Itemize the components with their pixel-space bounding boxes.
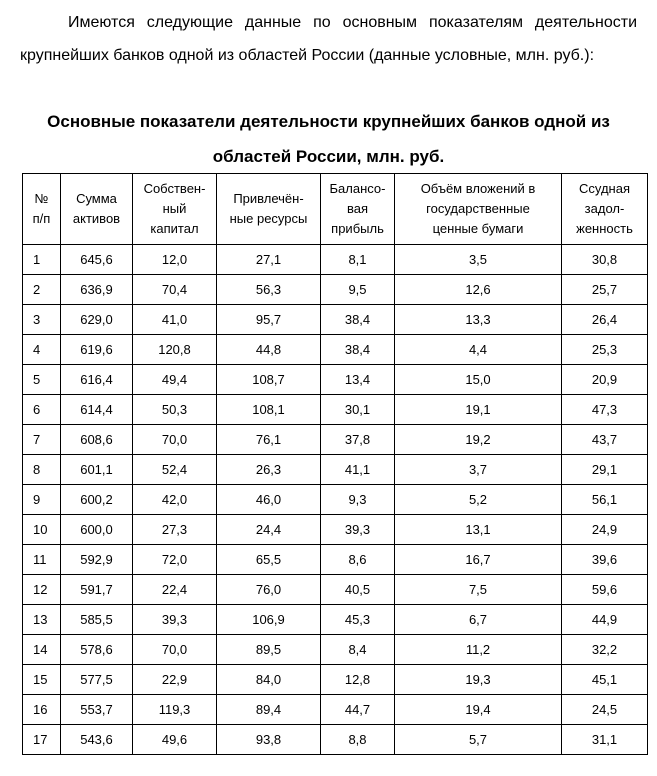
table-cell: 22,9 xyxy=(133,665,217,695)
table-cell: 3,5 xyxy=(395,245,562,275)
table-cell: 30,8 xyxy=(562,245,648,275)
table-cell: 585,5 xyxy=(61,605,133,635)
table-cell: 26,4 xyxy=(562,305,648,335)
table-cell: 5,7 xyxy=(395,725,562,755)
table-cell: 7,5 xyxy=(395,575,562,605)
table-row xyxy=(23,425,648,455)
row-number-cell: 17 xyxy=(23,725,61,755)
table-cell: 553,7 xyxy=(61,695,133,725)
column-header xyxy=(23,174,61,245)
column-header-line: задол- xyxy=(584,201,625,216)
table-cell: 591,7 xyxy=(61,575,133,605)
table-cell: 59,6 xyxy=(562,575,648,605)
column-header-line: Объём вложений в xyxy=(420,181,536,196)
table-row xyxy=(23,665,648,695)
table-row xyxy=(23,335,648,365)
table-cell: 32,2 xyxy=(562,635,648,665)
table-row xyxy=(23,605,648,635)
table-cell: 89,4 xyxy=(217,695,321,725)
row-number-cell: 3 xyxy=(23,305,61,335)
column-header-line: ный xyxy=(162,201,187,216)
table-cell: 45,3 xyxy=(321,605,395,635)
column-header-line: капитал xyxy=(150,221,199,236)
table-cell: 3,7 xyxy=(395,455,562,485)
table-cell: 608,6 xyxy=(61,425,133,455)
table-cell: 95,7 xyxy=(217,305,321,335)
table-row xyxy=(23,545,648,575)
table-cell: 44,9 xyxy=(562,605,648,635)
table-cell: 12,8 xyxy=(321,665,395,695)
table-row xyxy=(23,575,648,605)
table-cell: 93,8 xyxy=(217,725,321,755)
table-cell: 19,1 xyxy=(395,395,562,425)
column-header-line: Ссудная xyxy=(579,181,630,196)
table-cell: 29,1 xyxy=(562,455,648,485)
table-cell: 8,1 xyxy=(321,245,395,275)
row-number-cell: 2 xyxy=(23,275,61,305)
table-row xyxy=(23,305,648,335)
column-header-line: прибыль xyxy=(331,221,384,236)
table-cell: 614,4 xyxy=(61,395,133,425)
row-number-cell: 7 xyxy=(23,425,61,455)
table-cell: 39,3 xyxy=(321,515,395,545)
table-cell: 49,4 xyxy=(133,365,217,395)
table-cell: 645,6 xyxy=(61,245,133,275)
table-cell: 20,9 xyxy=(562,365,648,395)
table-cell: 600,2 xyxy=(61,485,133,515)
row-number-cell: 6 xyxy=(23,395,61,425)
table-row xyxy=(23,725,648,755)
column-header xyxy=(321,174,395,245)
table-cell: 24,4 xyxy=(217,515,321,545)
bank-indicators-table xyxy=(22,173,648,755)
table-cell: 16,7 xyxy=(395,545,562,575)
table-row xyxy=(23,485,648,515)
table-title-line-1: Основные показатели деятельности крупнейших банков одной из xyxy=(47,112,610,131)
intro-paragraph: Имеются следующие данные по основным показателям деятельности крупнейших банков одной из областей России (данные условные, млн. руб.): xyxy=(20,14,637,64)
column-header xyxy=(61,174,133,245)
table-row xyxy=(23,245,648,275)
table-row xyxy=(23,455,648,485)
table-cell: 592,9 xyxy=(61,545,133,575)
column-header xyxy=(133,174,217,245)
table-cell: 543,6 xyxy=(61,725,133,755)
table-cell: 12,6 xyxy=(395,275,562,305)
row-number-cell: 14 xyxy=(23,635,61,665)
table-cell: 39,6 xyxy=(562,545,648,575)
table-cell: 619,6 xyxy=(61,335,133,365)
table-cell: 108,7 xyxy=(217,365,321,395)
table-cell: 38,4 xyxy=(321,335,395,365)
table-cell: 38,4 xyxy=(321,305,395,335)
column-header-line: Балансо- xyxy=(329,181,386,196)
row-number-cell: 15 xyxy=(23,665,61,695)
table-cell: 70,0 xyxy=(133,425,217,455)
table-cell: 15,0 xyxy=(395,365,562,395)
row-number-cell: 16 xyxy=(23,695,61,725)
table-cell: 106,9 xyxy=(217,605,321,635)
column-header-line: вая xyxy=(346,201,369,216)
row-number-cell: 10 xyxy=(23,515,61,545)
table-cell: 19,3 xyxy=(395,665,562,695)
column-header-line: ные ресурсы xyxy=(229,211,308,226)
table-cell: 25,7 xyxy=(562,275,648,305)
row-number-cell: 13 xyxy=(23,605,61,635)
table-row xyxy=(23,395,648,425)
table-cell: 49,6 xyxy=(133,725,217,755)
table-cell: 27,1 xyxy=(217,245,321,275)
column-header-line: Привлечён- xyxy=(233,191,304,206)
table-cell: 119,3 xyxy=(133,695,217,725)
table-cell: 56,1 xyxy=(562,485,648,515)
table-cell: 43,7 xyxy=(562,425,648,455)
table-cell: 37,8 xyxy=(321,425,395,455)
table-cell: 22,4 xyxy=(133,575,217,605)
table-cell: 9,3 xyxy=(321,485,395,515)
table-cell: 44,8 xyxy=(217,335,321,365)
table-cell: 19,4 xyxy=(395,695,562,725)
table-cell: 24,5 xyxy=(562,695,648,725)
table-cell: 89,5 xyxy=(217,635,321,665)
row-number-cell: 4 xyxy=(23,335,61,365)
table-cell: 65,5 xyxy=(217,545,321,575)
table-cell: 76,0 xyxy=(217,575,321,605)
table-cell: 40,5 xyxy=(321,575,395,605)
table-cell: 56,3 xyxy=(217,275,321,305)
row-number-cell: 8 xyxy=(23,455,61,485)
table-cell: 577,5 xyxy=(61,665,133,695)
table-cell: 50,3 xyxy=(133,395,217,425)
column-header-line: активов xyxy=(72,211,121,226)
column-header-line: государственные xyxy=(426,201,530,216)
table-cell: 12,0 xyxy=(133,245,217,275)
table-cell: 108,1 xyxy=(217,395,321,425)
table-cell: 27,3 xyxy=(133,515,217,545)
table-cell: 13,1 xyxy=(395,515,562,545)
table-row xyxy=(23,695,648,725)
row-number-cell: 9 xyxy=(23,485,61,515)
table-cell: 30,1 xyxy=(321,395,395,425)
row-number-cell: 12 xyxy=(23,575,61,605)
row-number-cell: 5 xyxy=(23,365,61,395)
table-cell: 19,2 xyxy=(395,425,562,455)
table-title-line-2: областей России, млн. руб. xyxy=(212,147,445,166)
table-header-row xyxy=(23,174,648,245)
table-cell: 31,1 xyxy=(562,725,648,755)
table-cell: 47,3 xyxy=(562,395,648,425)
table-title xyxy=(20,104,637,174)
table-cell: 25,3 xyxy=(562,335,648,365)
table-body xyxy=(23,245,648,755)
table-cell: 578,6 xyxy=(61,635,133,665)
table-cell: 4,4 xyxy=(395,335,562,365)
row-number-cell: 11 xyxy=(23,545,61,575)
table-cell: 8,4 xyxy=(321,635,395,665)
table-cell: 5,2 xyxy=(395,485,562,515)
table-cell: 6,7 xyxy=(395,605,562,635)
table-cell: 24,9 xyxy=(562,515,648,545)
table-row xyxy=(23,635,648,665)
table-cell: 52,4 xyxy=(133,455,217,485)
column-header-line: Сумма xyxy=(76,191,117,206)
column-header-line: № xyxy=(34,191,49,206)
table-cell: 8,8 xyxy=(321,725,395,755)
table-cell: 8,6 xyxy=(321,545,395,575)
table-cell: 13,4 xyxy=(321,365,395,395)
table-cell: 76,1 xyxy=(217,425,321,455)
column-header-line: ценные бумаги xyxy=(432,221,524,236)
table-cell: 46,0 xyxy=(217,485,321,515)
row-number-cell: 1 xyxy=(23,245,61,275)
table-cell: 45,1 xyxy=(562,665,648,695)
table-cell: 11,2 xyxy=(395,635,562,665)
column-header xyxy=(395,174,562,245)
table-cell: 600,0 xyxy=(61,515,133,545)
table-cell: 120,8 xyxy=(133,335,217,365)
table-cell: 41,0 xyxy=(133,305,217,335)
column-header-line: женность xyxy=(576,221,633,236)
table-cell: 26,3 xyxy=(217,455,321,485)
table-cell: 13,3 xyxy=(395,305,562,335)
table-cell: 72,0 xyxy=(133,545,217,575)
table-cell: 629,0 xyxy=(61,305,133,335)
table-cell: 39,3 xyxy=(133,605,217,635)
table-cell: 601,1 xyxy=(61,455,133,485)
table-cell: 616,4 xyxy=(61,365,133,395)
table-row xyxy=(23,515,648,545)
table-cell: 636,9 xyxy=(61,275,133,305)
table-cell: 42,0 xyxy=(133,485,217,515)
column-header-line: п/п xyxy=(32,211,51,226)
table-cell: 70,0 xyxy=(133,635,217,665)
table-row xyxy=(23,365,648,395)
column-header xyxy=(562,174,648,245)
table-cell: 9,5 xyxy=(321,275,395,305)
table-cell: 41,1 xyxy=(321,455,395,485)
table-cell: 44,7 xyxy=(321,695,395,725)
column-header-line: Собствен- xyxy=(143,181,206,196)
table-row xyxy=(23,275,648,305)
table-cell: 70,4 xyxy=(133,275,217,305)
column-header xyxy=(217,174,321,245)
table-cell: 84,0 xyxy=(217,665,321,695)
